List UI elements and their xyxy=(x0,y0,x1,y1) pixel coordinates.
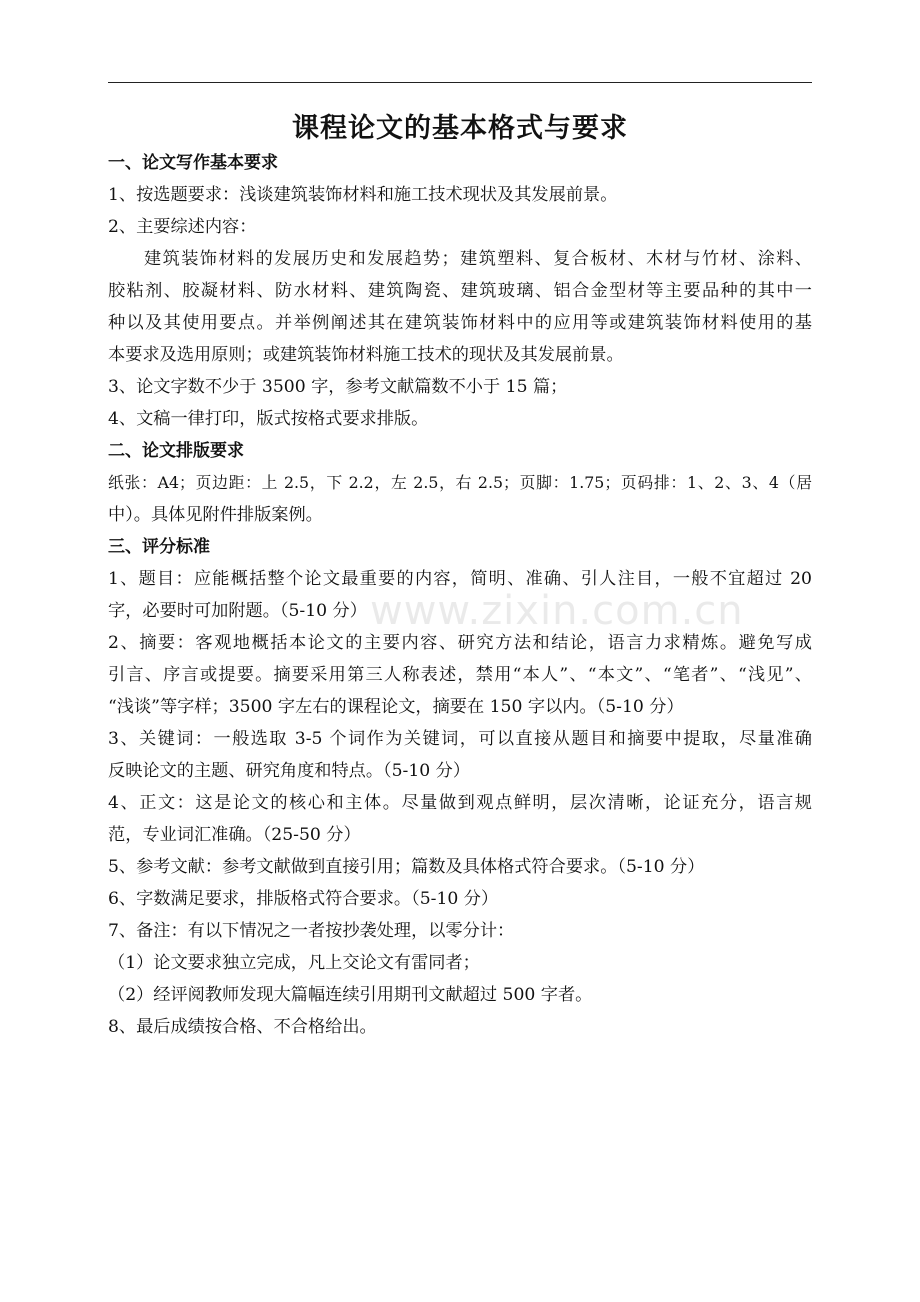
body-line: 建筑装饰材料的发展历史和发展趋势；建筑塑料、复合板材、木材与竹材、涂料、 xyxy=(144,249,812,269)
body-line: 胶粘剂、胶凝材料、防水材料、建筑陶瓷、建筑玻璃、铝合金型材等主要品种的其中一 xyxy=(108,281,812,301)
body-line: 6、字数满足要求，排版格式符合要求。（5-10 分） xyxy=(108,889,499,909)
body-line: 8、最后成绩按合格、不合格给出。 xyxy=(108,1017,377,1037)
body-line: 反映论文的主题、研究角度和特点。（5-10 分） xyxy=(108,761,471,781)
body-line: 本要求及选用原则；或建筑装饰材料施工技术的现状及其发展前景。 xyxy=(108,345,624,365)
body-line: （2）经评阅教师发现大篇幅连续引用期刊文献超过 500 字者。 xyxy=(108,985,593,1005)
section-heading: 二、论文排版要求 xyxy=(108,441,244,461)
body-line: “浅谈”等字样；3500 字左右的课程论文，摘要在 150 字以内。（5-10 分） xyxy=(108,697,684,717)
document-title: 课程论文的基本格式与要求 xyxy=(292,113,628,144)
header-rule xyxy=(108,82,812,83)
body-line: 4、正文：这是论文的核心和主体。尽量做到观点鲜明，层次清晰，论证充分，语言规 xyxy=(108,793,812,813)
body-line: 2、主要综述内容： xyxy=(108,217,257,237)
body-line: 范，专业词汇准确。（25-50 分） xyxy=(108,825,361,845)
body-line: 1、按选题要求：浅谈建筑装饰材料和施工技术现状及其发展前景。 xyxy=(108,185,618,205)
document-body xyxy=(108,147,812,1043)
body-line: 2、摘要：客观地概括本论文的主要内容、研究方法和结论，语言力求精炼。避免写成 xyxy=(108,633,812,653)
body-line: 纸张：A4；页边距：上 2.5，下 2.2，左 2.5，右 2.5；页脚：1.75；页码排：1、2、3、4（居 xyxy=(108,473,812,492)
watermark: www.zixin.com.cn xyxy=(370,588,744,634)
body-line: 7、备注：有以下情况之一者按抄袭处理，以零分计： xyxy=(108,921,515,941)
body-line: 3、关键词：一般选取 3-5 个词作为关键词，可以直接从题目和摘要中提取，尽量准确 xyxy=(108,729,812,749)
body-line: 中）。具体见附件排版案例。 xyxy=(108,505,323,525)
body-line: 种以及其使用要点。并举例阐述其在建筑装饰材料中的应用等或建筑装饰材料使用的基 xyxy=(108,313,812,333)
body-line: （1）论文要求独立完成，凡上交论文有雷同者； xyxy=(108,953,480,973)
body-line: 1、题目：应能概括整个论文最重要的内容，简明、准确、引人注目，一般不宜超过 20 xyxy=(108,569,812,589)
body-line: 4、文稿一律打印，版式按格式要求排版。 xyxy=(108,409,429,429)
body-line: 5、参考文献：参考文献做到直接引用；篇数及具体格式符合要求。（5-10 分） xyxy=(108,857,705,877)
section-heading: 一、论文写作基本要求 xyxy=(108,153,278,173)
body-line: 引言、序言或提要。摘要采用第三人称表述，禁用“本人”、“本文”、“笔者”、“浅见”、 xyxy=(108,665,812,685)
section-heading: 三、评分标准 xyxy=(108,537,210,557)
body-line: 字，必要时可加附题。（5-10 分） xyxy=(108,601,367,621)
body-line: 3、论文字数不少于 3500 字，参考文献篇数不小于 15 篇； xyxy=(108,377,568,397)
